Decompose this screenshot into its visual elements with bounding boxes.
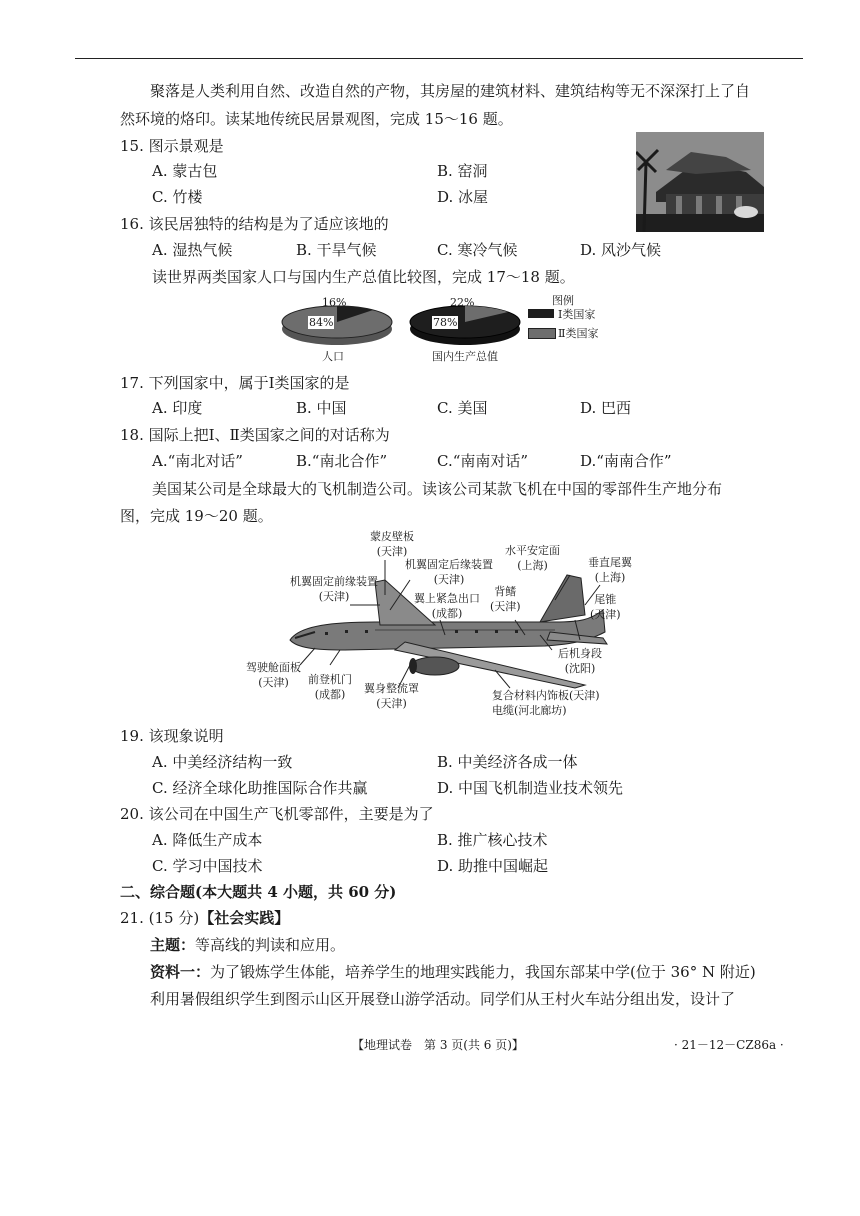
intro-19-line-1: 美国某公司是全球最大的飞机制造公司。读该公司某款飞机在中国的零部件生产地分布	[152, 480, 723, 498]
q17-option-b: B. 中国	[296, 399, 347, 417]
legend-swatch-2	[528, 328, 556, 339]
footer-code: · 21－12－CZ86a ·	[674, 1038, 784, 1052]
dwelling-photo	[636, 132, 764, 232]
pop-small-pct: 16%	[322, 296, 347, 309]
q21-topic: 主题：等高线的判读和应用。	[150, 936, 346, 954]
q16-option-b: B. 干旱气候	[296, 241, 377, 259]
gdp-large-pct: 78%	[433, 316, 458, 329]
top-rule	[75, 58, 803, 59]
q16-stem: 16. 该民居独特的结构是为了适应该地的	[120, 215, 389, 233]
q15-option-b: B. 窑洞	[437, 162, 488, 180]
label-aft-fuselage: 后机身段 (沈阳)	[558, 647, 602, 675]
q17-option-a: A. 印度	[152, 399, 203, 417]
section-2-heading: 二、综合题(本大题共 4 小题，共 60 分)	[120, 883, 397, 901]
q16-option-c: C. 寒冷气候	[437, 241, 518, 259]
intro-17: 读世界两类国家人口与国内生产总值比较图，完成 17～18 题。	[152, 268, 575, 286]
q17-option-c: C. 美国	[437, 399, 488, 417]
q19-option-a: A. 中美经济结构一致	[152, 753, 293, 771]
q21-heading: 21. (15 分)【社会实践】	[120, 909, 290, 927]
label-trailing-edge: 机翼固定后缘装置 (天津)	[405, 558, 493, 586]
q19-stem: 19. 该现象说明	[120, 727, 224, 745]
population-pie	[282, 306, 392, 345]
label-dorsal-fin: 背鳍 (天津)	[490, 585, 521, 613]
q19-option-d: D. 中国飞机制造业技术领先	[437, 779, 624, 797]
label-leading-edge: 机翼固定前缘装置 (天津)	[290, 575, 378, 603]
q21-material-line-2: 利用暑假组织学生到图示山区开展登山游学活动。同学们从王村火车站分组出发，设计了	[150, 990, 736, 1008]
intro-19-line-2: 图，完成 19～20 题。	[120, 507, 273, 525]
intro-line-1: 聚落是人类利用自然、改造自然的产物，其房屋的建筑材料、建筑结构等无不深深打上了自	[150, 82, 751, 100]
gdp-small-pct: 22%	[450, 296, 475, 309]
q19-option-c: C. 经济全球化助推国际合作共赢	[152, 779, 368, 797]
gdp-caption: 国内生产总值	[432, 350, 498, 363]
q19-option-b: B. 中美经济各成一体	[437, 753, 578, 771]
q18-option-c: C.“南南对话”	[437, 452, 529, 470]
gdp-pie	[410, 306, 520, 345]
q15-option-c: C. 竹楼	[152, 188, 203, 206]
q18-option-d: D.“南南合作”	[580, 452, 672, 470]
q15-option-d: D. 冰屋	[437, 188, 489, 206]
label-cockpit-panel: 驾驶舱面板 (天津)	[246, 661, 301, 689]
pop-caption: 人口	[322, 350, 344, 363]
q17-option-d: D. 巴西	[580, 399, 632, 417]
legend-label-1: Ⅰ类国家	[558, 308, 596, 321]
label-wing-fairing: 翼身整流罩 (天津)	[364, 682, 419, 710]
label-vertical-tail: 垂直尾翼 (上海)	[588, 556, 632, 584]
q21-material-line-1: 资料一：为了锻炼学生体能，培养学生的地理实践能力，我国东部某中学(位于 36° N 附近)	[150, 963, 756, 981]
q20-stem: 20. 该公司在中国生产飞机零部件，主要是为了	[120, 805, 434, 823]
q20-option-b: B. 推广核心技术	[437, 831, 548, 849]
label-interior-cable: 复合材料内饰板(天津) 电缆(河北廊坊)	[492, 689, 600, 717]
q18-stem: 18. 国际上把Ⅰ、Ⅱ类国家之间的对话称为	[120, 426, 390, 444]
legend-title: 图例	[552, 294, 574, 307]
q17-stem: 17. 下列国家中，属于Ⅰ类国家的是	[120, 374, 350, 392]
footer-page-info: 【地理试卷 第 3 页(共 6 页)】	[352, 1038, 524, 1052]
label-front-door: 前登机门 (成都)	[308, 673, 352, 701]
q18-option-a: A.“南北对话”	[152, 452, 243, 470]
label-tail-cone: 尾锥 (天津)	[590, 593, 621, 621]
label-skin-panel: 蒙皮壁板 (天津)	[370, 530, 414, 558]
q15-stem: 15. 图示景观是	[120, 137, 224, 155]
q20-option-a: A. 降低生产成本	[152, 831, 263, 849]
q18-option-b: B.“南北合作”	[296, 452, 388, 470]
label-emergency-exit: 翼上紧急出口 (成都)	[414, 592, 480, 620]
q20-option-c: C. 学习中国技术	[152, 857, 263, 875]
legend-swatch-1	[528, 309, 554, 318]
q15-option-a: A. 蒙古包	[152, 162, 218, 180]
legend-label-2: Ⅱ类国家	[558, 327, 599, 340]
label-horizontal-stabilizer: 水平安定面 (上海)	[505, 544, 560, 572]
pop-large-pct: 84%	[309, 316, 334, 329]
intro-line-2: 然环境的烙印。读某地传统民居景观图，完成 15～16 题。	[120, 110, 513, 128]
q20-option-d: D. 助推中国崛起	[437, 857, 549, 875]
q16-option-d: D. 风沙气候	[580, 241, 662, 259]
q16-option-a: A. 湿热气候	[152, 241, 233, 259]
